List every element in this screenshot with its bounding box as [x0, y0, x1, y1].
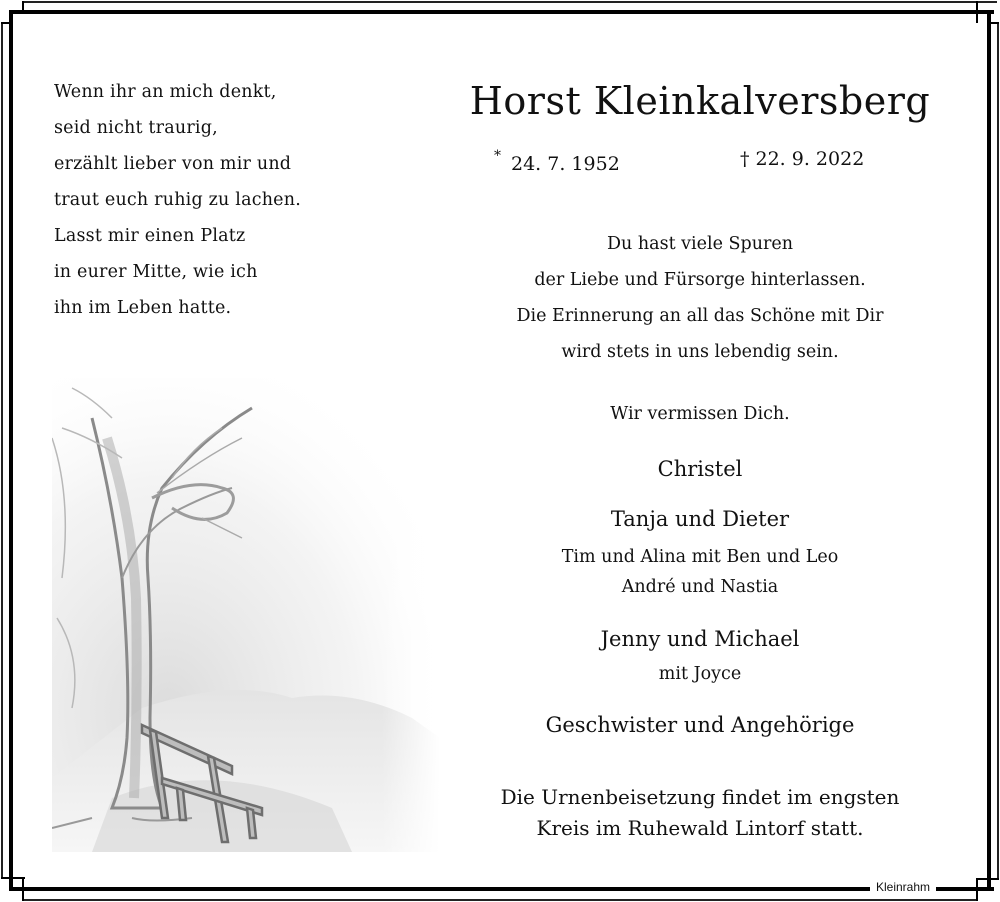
frame-line — [9, 10, 13, 891]
death-cross-icon: † — [740, 148, 750, 170]
frame-line — [9, 887, 994, 891]
frame-line — [22, 1, 997, 3]
poem-line: seid nicht traurig, — [54, 118, 218, 138]
verse-line: Die Erinnerung an all das Schöne mit Dir — [516, 306, 884, 326]
mourner-family-1: Tanja und Dieter — [610, 507, 790, 531]
birth-date-value: 24. 7. 1952 — [511, 153, 620, 175]
poem-line: Wenn ihr an mich denkt, — [54, 82, 277, 102]
frame-line — [976, 1, 978, 23]
frame-line — [987, 10, 991, 891]
verse-line: Du hast viele Spuren — [607, 234, 793, 254]
deceased-name: Horst Kleinkalversberg — [469, 79, 931, 123]
frame-line — [1, 22, 13, 24]
tree-bench-illustration — [52, 378, 440, 852]
death-date — [740, 148, 864, 170]
frame-line — [976, 878, 978, 901]
frame-line — [22, 1, 24, 13]
frame-line — [987, 22, 999, 24]
frame-line — [1, 22, 3, 878]
poem-line: ihn im Leben hatte. — [54, 298, 232, 318]
mourner-family-1-children: Tim und Alina mit Ben und Leo — [561, 547, 839, 567]
mourner-family-1-children-2: André und Nastia — [621, 577, 779, 597]
poem-line: traut euch ruhig zu lachen. — [54, 190, 301, 210]
poem — [54, 74, 301, 326]
burial-notice — [440, 782, 960, 844]
burial-notice-line: Kreis im Ruhewald Lintorf statt. — [536, 816, 864, 840]
mourner-family-2: Jenny und Michael — [600, 627, 800, 651]
burial-notice-line: Die Urnenbeisetzung findet im engsten — [500, 785, 900, 809]
memorial-verse — [440, 226, 960, 370]
frame-label: Kleinrahm — [870, 879, 936, 895]
frame-line — [22, 899, 977, 901]
poem-line: Lasst mir einen Platz — [54, 226, 246, 246]
poem-line: in eurer Mitte, wie ich — [54, 262, 258, 282]
frame-line — [997, 22, 999, 879]
mourner-spouse: Christel — [657, 457, 743, 481]
farewell-line: Wir vermissen Dich. — [610, 404, 790, 424]
frame-line — [22, 877, 24, 901]
poem-line: erzählt lieber von mir und — [54, 154, 292, 174]
frame-line — [9, 10, 994, 14]
birth-date — [494, 148, 620, 175]
frame-line — [976, 878, 999, 880]
mourner-relatives: Geschwister und Angehörige — [545, 713, 855, 737]
verse-line: der Liebe und Fürsorge hinterlassen. — [534, 270, 866, 290]
verse-line: wird stets in uns lebendig sein. — [561, 342, 839, 362]
birth-star-icon: * — [494, 148, 501, 164]
mourner-family-2-children: mit Joyce — [658, 664, 742, 684]
death-date-value: 22. 9. 2022 — [755, 148, 865, 170]
